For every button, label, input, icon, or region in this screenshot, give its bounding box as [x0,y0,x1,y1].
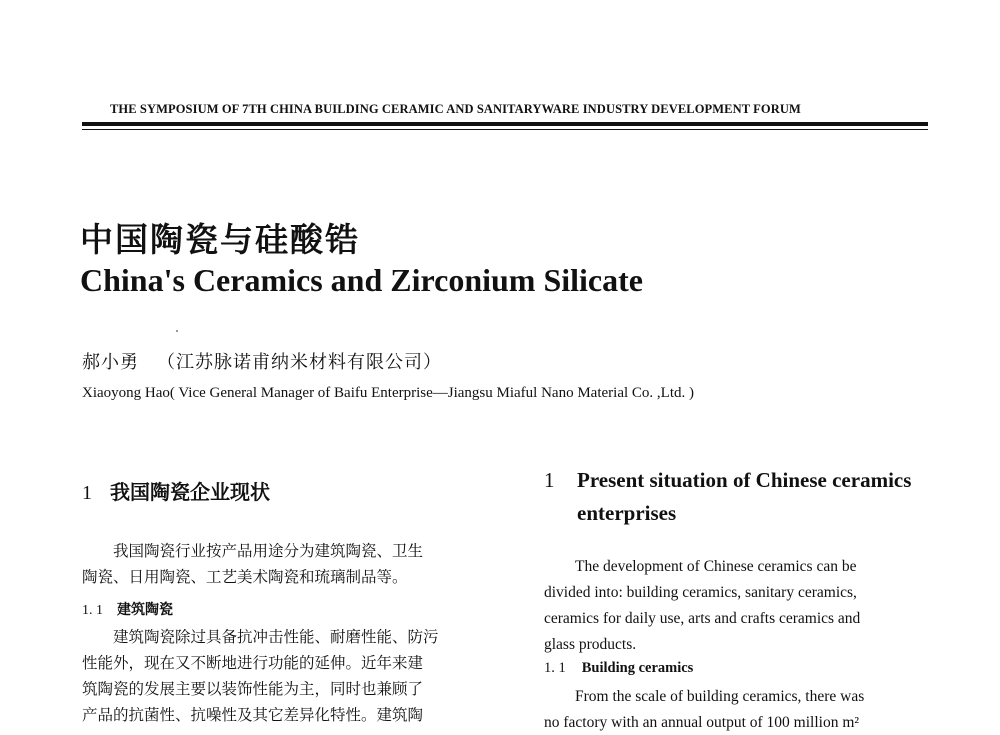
subsection-title-cn: 建筑陶瓷 [117,602,173,618]
paragraph-line: 建筑陶瓷除过具备抗冲击性能、耐磨性能、防污 [113,628,439,646]
author-name-cn: 郝小勇 [82,352,139,373]
section-number-cn: 1 [82,482,92,504]
subsection-title-en: Building ceramics [581,660,694,676]
paragraph-line: ceramics for daily use, arts and crafts ceramics and [544,610,861,627]
title-english: China's Ceramics and Zirconium Silicate [80,262,643,298]
paragraph-line: 性能外，现在又不断地进行功能的延伸。近年来建 [82,654,424,672]
paragraph-en-2 [544,684,934,735]
header-rule-thin [82,129,928,130]
subsection-heading-cn [82,599,173,619]
paragraph-cn-2 [82,624,482,728]
header-rule-thick [82,122,928,126]
section-title-en: Present situation of Chinese ceramics enterprises [577,468,912,525]
paragraph-line: 产品的抗菌性、抗噪性及其它差异化特性。建筑陶 [82,706,424,724]
paragraph-line: From the scale of building ceramics, there was [575,688,865,705]
paragraph-line: 陶瓷、日用陶瓷、工艺美术陶瓷和琉璃制品等。 [82,568,408,586]
subsection-heading-en [544,660,693,677]
author-affiliation-cn: （江苏脉诺甫纳米材料有限公司） [157,352,442,373]
title-chinese: 中国陶瓷与硅酸锆 [80,220,360,259]
paragraph-line: glass products. [544,636,637,653]
paragraph-line: no factory with an annual output of 100 million m² [544,714,860,731]
paragraph-cn-1 [82,538,482,590]
section-number-en: 1 [544,468,555,492]
paragraph-line: The development of Chinese ceramics can be [575,558,857,575]
section-heading-en [544,464,944,530]
scan-speck [176,330,178,332]
section-heading-cn [82,476,270,505]
section-title-cn: 我国陶瓷企业现状 [110,480,270,504]
running-header: THE SYMPOSIUM OF 7TH CHINA BUILDING CERAMIC AND SANITARYWARE INDUSTRY DEVELOPMENT FORUM [110,102,801,116]
paragraph-en-1 [544,554,934,658]
author-line-chinese [82,348,442,374]
paragraph-line: 筑陶瓷的发展主要以装饰性能为主，同时也兼顾了 [82,680,424,698]
subsection-number-en: 1. 1 [544,660,566,676]
subsection-number-cn: 1. 1 [82,603,103,618]
paragraph-line: divided into: building ceramics, sanitary ceramics, [544,584,857,601]
paragraph-line: 我国陶瓷行业按产品用途分为建筑陶瓷、卫生 [113,542,424,560]
author-line-english: Xiaoyong Hao( Vice General Manager of Baifu Enterprise—Jiangsu Miaful Nano Material Co. ,Ltd. ) [82,385,694,401]
